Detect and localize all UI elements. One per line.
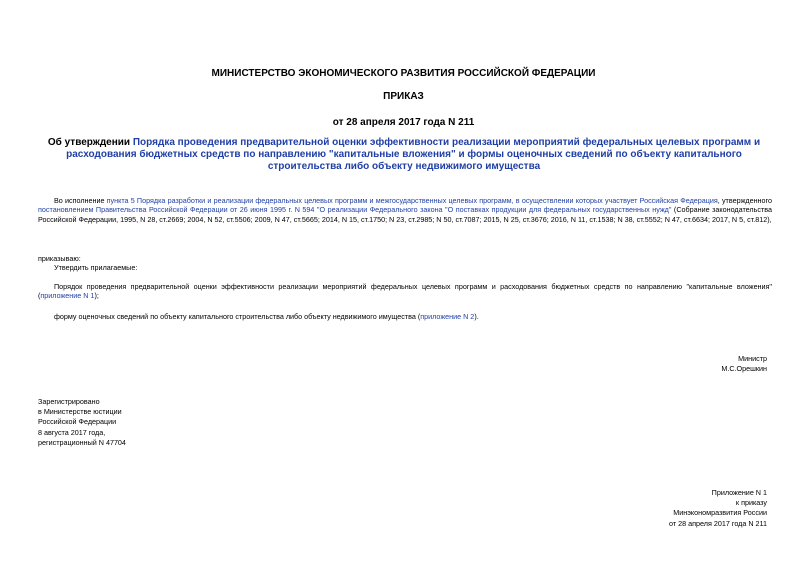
ministry-heading: МИНИСТЕРСТВО ЭКОНОМИЧЕСКОГО РАЗВИТИЯ РОССИЙСКОЙ ФЕДЕРАЦИИ	[211, 68, 596, 79]
registration-line: регистрационный N 47704	[38, 437, 126, 447]
order-item-1-end: );	[94, 291, 99, 301]
appendix-header-block	[669, 488, 767, 529]
title-link[interactable]: Порядка проведения предварительной оценки эффективности реализации мероприятий федеральных целевых программ и расходования бюджетных средств по направлению "капитальные вложения" и формы оценочных сведений по объекту капитального строительства либо объекту недвижимого имущества	[66, 137, 761, 172]
order-item-1-text: Порядок проведения предварительной оценки эффективности реализации мероприятий федеральных целевых программ и расходования бюджетных средств по направлению "капитальные вложения" (	[38, 282, 772, 301]
preamble-link-1[interactable]: пункта 5 Порядка разработки и реализации федеральных целевых программ и межгосударственных целевых программ, в осуществлении которых участвует Российская Федерация	[106, 196, 718, 205]
order-item-1	[38, 282, 772, 301]
registration-line: в Министерстве юстиции	[38, 407, 122, 417]
order-item-2-text: форму оценочных сведений по объекту капитального строительства либо объекту недвижимого имущества (	[54, 312, 421, 321]
order-item-2-end: ).	[474, 312, 479, 321]
preamble-text-2: , утвержденного	[717, 196, 772, 205]
appendix-1-link[interactable]: приложение N 1	[40, 291, 95, 301]
order-item-2	[54, 312, 479, 321]
signature-name: М.С.Орешкин	[721, 364, 767, 373]
registration-line: 8 августа 2017 года,	[38, 427, 106, 437]
appendix-line: Приложение N 1	[711, 488, 767, 497]
document-title	[38, 137, 770, 173]
preamble-link-2[interactable]: постановлением Правительства Российской Федерации от 26 июня 1995 г. N 594 "О реализации Федерального закона "О поставках продукции для федеральных государственных нужд"	[38, 205, 672, 215]
registration-line: Российской Федерации	[38, 417, 117, 427]
date-number-heading: от 28 апреля 2017 года N 211	[332, 117, 475, 128]
preamble-paragraph	[38, 196, 772, 224]
preamble-text-3: (Собрание законодательства Российской Федерации, 1995, N 28, ст.2669; 2004, N 52, ст.5506; 2009, N 47, ст.5665; 2014, N 15, ст.1750; N 23, ст.2985; N 50, ст.7087; 2015, N 25, ст.3676; 2016, N 11, ст.1538; N 38, ст.5552; N 47, ст.6634; 2017, N 5, ст.812),	[38, 205, 772, 224]
registration-line: Зарегистрировано	[38, 397, 100, 406]
signature-position: Министр	[738, 354, 767, 363]
title-prefix: Об утверждении	[47, 137, 133, 148]
appendix-line: от 28 апреля 2017 года N 211	[669, 518, 767, 528]
order-utverdit: Утвердить прилагаемые:	[54, 263, 138, 272]
appendix-2-link[interactable]: приложение N 2	[420, 312, 475, 321]
registration-block	[38, 397, 126, 448]
order-prikazyvayu: приказываю:	[38, 254, 81, 263]
appendix-line: к приказу	[735, 498, 767, 508]
appendix-line: Минэкономразвития России	[673, 508, 767, 518]
preamble-text-1: Во исполнение	[54, 196, 107, 205]
doc-type-heading: ПРИКАЗ	[383, 91, 424, 102]
